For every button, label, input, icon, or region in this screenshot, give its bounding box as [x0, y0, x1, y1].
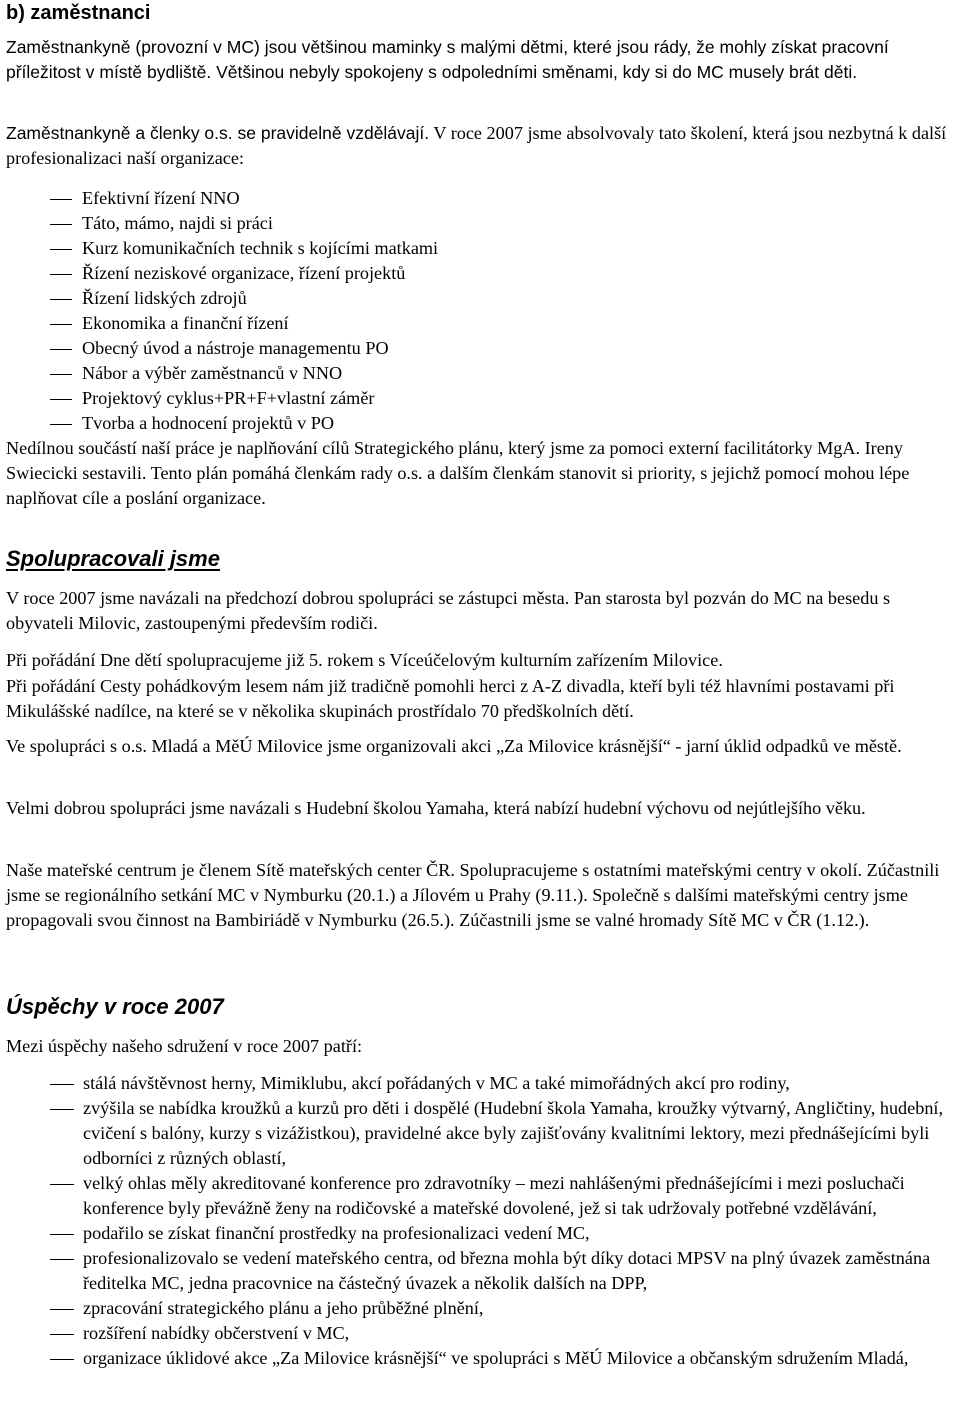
- training-list-item: Řízení lidských zdrojů: [6, 286, 951, 311]
- section-heading-cooperation: Spolupracovali jsme: [6, 546, 220, 571]
- employees-rest-sentence: V roce 2007 jsme absolvovaly tato školení, která jsou nezbytná k další profesionalizaci naší organizace:: [6, 123, 947, 168]
- employees-paragraph-2: [6, 121, 951, 171]
- success-list-item: zpracování strategického plánu a jeho průběžné plnění,: [6, 1296, 951, 1321]
- training-list-item: Kurz komunikačních technik s kojícími matkami: [6, 236, 951, 261]
- success-list-item: rozšíření nabídky občerstvení v MC,: [6, 1321, 951, 1346]
- training-list-item: Táto, mámo, najdi si práci: [6, 211, 951, 236]
- trainings-list: [6, 186, 951, 436]
- training-list-item: Obecný úvod a nástroje managementu PO: [6, 336, 951, 361]
- training-list-item: Ekonomika a finanční řízení: [6, 311, 951, 336]
- training-list-item: Nábor a výběr zaměstnanců v NNO: [6, 361, 951, 386]
- cooperation-paragraph-2: Při pořádání Dne dětí spolupracujeme již 5. rokem s Víceúčelovým kulturním zařízením Milovice.: [6, 650, 723, 670]
- section-heading-employees: b) zaměstnanci: [6, 2, 151, 24]
- training-list-item: Efektivní řízení NNO: [6, 186, 951, 211]
- employees-lead-sentence: Zaměstnankyně a členky o.s. se pravidelně vzdělávají.: [6, 123, 430, 143]
- success-list-item: zvýšila se nabídka kroužků a kurzů pro děti i dospělé (Hudební škola Yamaha, kroužky výtvarný, Angličtiny, hudební, cvičení s balóny, kurzy s vizážistkou), pravidelné akce byly zajišťovány kvalitními lektory, mezi přednášejícími byli odborníci z různých oblastí,: [6, 1096, 951, 1171]
- successes-intro: Mezi úspěchy našeho sdružení v roce 2007 patří:: [6, 1036, 363, 1056]
- success-list-item: organizace úklidové akce „Za Milovice krásnější“ ve spolupráci s MěÚ Milovice a občanským sdružením Mladá,: [6, 1346, 951, 1371]
- success-list-item: stálá návštěvnost herny, Mimiklubu, akcí pořádaných v MC a také mimořádných akcí pro rodiny,: [6, 1071, 951, 1096]
- success-list-item: velký ohlas měly akreditované konference pro zdravotníky – mezi nahlášenými přednášejícími i mezi posluchači konference byly převážně ženy na rodičovské a mateřské dovolené, jež si tak udržovaly potřebné vzdělávání,: [6, 1171, 951, 1221]
- training-list-item: Projektový cyklus+PR+F+vlastní záměr: [6, 386, 951, 411]
- successes-list-wrap: [6, 1071, 951, 1371]
- training-list-item: Řízení neziskové organizace, řízení projektů: [6, 261, 951, 286]
- cooperation-paragraph-6: Naše mateřské centrum je členem Sítě mateřských center ČR. Spolupracujeme s ostatními mateřskými centry v okolí. Zúčastnili jsme se regionálního setkání MC v Nymburku (20.1.) a Jílovém u Prahy (9.11.). Společně s dalšími mateřskými centry jsme propagovali svou činnost na Bambiriádě v Nymburku (26.5.). Zúčastnili jsme se valné hromady Sítě MC v ČR (1.12.).: [6, 860, 940, 930]
- trainings-list-wrap: [6, 186, 951, 436]
- cooperation-paragraph-3: Při pořádání Cesty pohádkovým lesem nám již tradičně pomohli herci z A-Z divadla, kteří byli též hlavními postavami při Mikulášské nadílce, na které se v několika skupinách prostřídalo 70 předškolních dětí.: [6, 676, 895, 721]
- success-list-item: profesionalizovalo se vedení mateřského centra, od března mohla být díky dotaci MPSV na plný úvazek zaměstnána ředitelka MC, jedna pracovnice na částečný úvazek a několik dalších na DPP,: [6, 1246, 951, 1296]
- section-heading-successes: Úspěchy v roce 2007: [6, 994, 224, 1019]
- success-list-item: podařilo se získat finanční prostředky na profesionalizaci vedení MC,: [6, 1221, 951, 1246]
- successes-list: [6, 1071, 951, 1371]
- training-list-item: Tvorba a hodnocení projektů v PO: [6, 411, 951, 436]
- employees-paragraph-1: Zaměstnankyně (provozní v MC) jsou většinou maminky s malými dětmi, které jsou rády, že mohly získat pracovní příležitost v místě bydliště. Většinou nebyly spokojeny s odpoledními směnami, kdy si do MC musely brát děti.: [6, 37, 889, 82]
- cooperation-paragraph-5: Velmi dobrou spolupráci jsme navázali s Hudební školou Yamaha, která nabízí hudební výchovu od nejútlejšího věku.: [6, 798, 866, 818]
- employees-paragraph-3: Nedílnou součástí naší práce je naplňování cílů Strategického plánu, který jsme za pomoci externí facilitátorky MgA. Ireny Swiecicki sestavili. Tento plán pomáhá členkám rady o.s. a dalším členkám stanovit si priority, s jejichž pomocí mohou lépe naplňovat cíle a poslání organizace.: [6, 438, 910, 508]
- cooperation-paragraph-1: V roce 2007 jsme navázali na předchozí dobrou spolupráci se zástupci města. Pan starosta byl pozván do MC na besedu s obyvateli Milovic, zastoupenými především rodiči.: [6, 588, 891, 633]
- cooperation-paragraph-4: Ve spolupráci s o.s. Mladá a MěÚ Milovice jsme organizovali akci „Za Milovice krásnější“ - jarní úklid odpadků ve městě.: [6, 736, 902, 756]
